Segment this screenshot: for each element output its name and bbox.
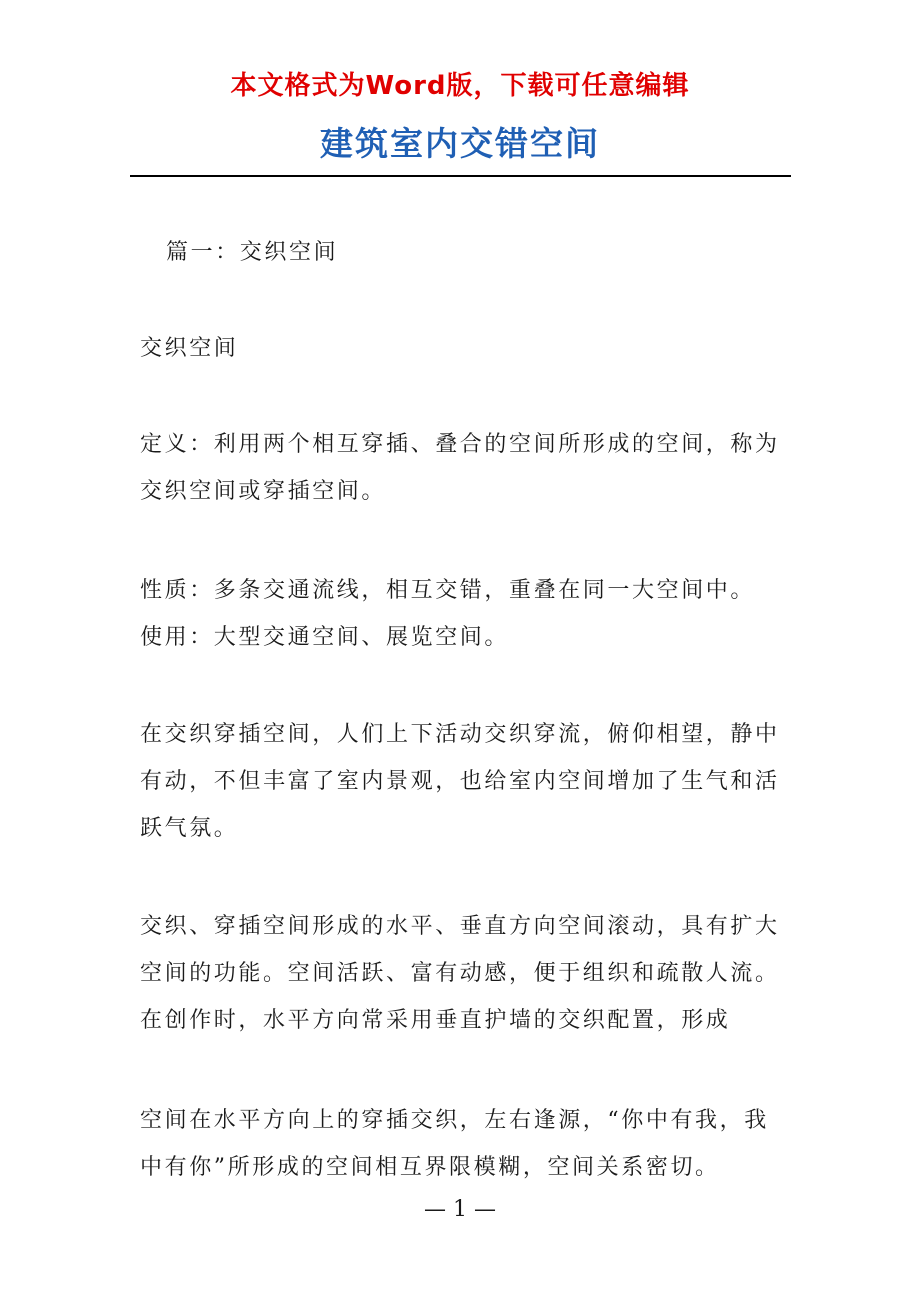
text-line: 空间的功能。空间活跃、富有动感，便于组织和疏散人流。 (140, 961, 780, 986)
text-line: 使用：大型交通空间、展览空间。 (140, 625, 510, 650)
definition-paragraph (140, 421, 790, 515)
page-number: — 1 — (424, 1197, 496, 1222)
text-line: 交织空间或穿插空间。 (140, 479, 387, 504)
text-line: 中有你”所形成的空间相互界限模糊，空间关系密切。 (140, 1155, 720, 1180)
text-line: 交织、穿插空间形成的水平、垂直方向空间滚动，具有扩大 (140, 914, 780, 939)
subheading: 交织空间 (140, 336, 239, 361)
text-line: 在交织穿插空间，人们上下活动交织穿流，俯仰相望，静中 (140, 722, 780, 747)
text-line: 有动，不但丰富了室内景观，也给室内空间增加了生气和活 (140, 769, 780, 794)
title-divider (130, 175, 791, 177)
body-paragraph (140, 711, 790, 852)
section-heading: 篇一：交织空间 (166, 240, 339, 265)
text-line: 性质：多条交通流线，相互交错，重叠在同一大空间中。 (140, 578, 756, 603)
text-line: 空间在水平方向上的穿插交织，左右逢源，“你中有我，我 (140, 1108, 769, 1133)
body-paragraph (140, 903, 790, 1044)
body-paragraph (140, 1097, 790, 1191)
nature-usage-paragraph (140, 567, 790, 661)
text-line: 在创作时，水平方向常采用垂直护墙的交织配置，形成 (140, 1008, 731, 1033)
download-notice: 本文格式为Word版，下载可任意编辑 (230, 71, 690, 101)
document-title: 建筑室内交错空间 (320, 124, 600, 163)
text-line: 跃气氛。 (140, 816, 239, 841)
text-line: 定义：利用两个相互穿插、叠合的空间所形成的空间，称为 (140, 432, 780, 457)
